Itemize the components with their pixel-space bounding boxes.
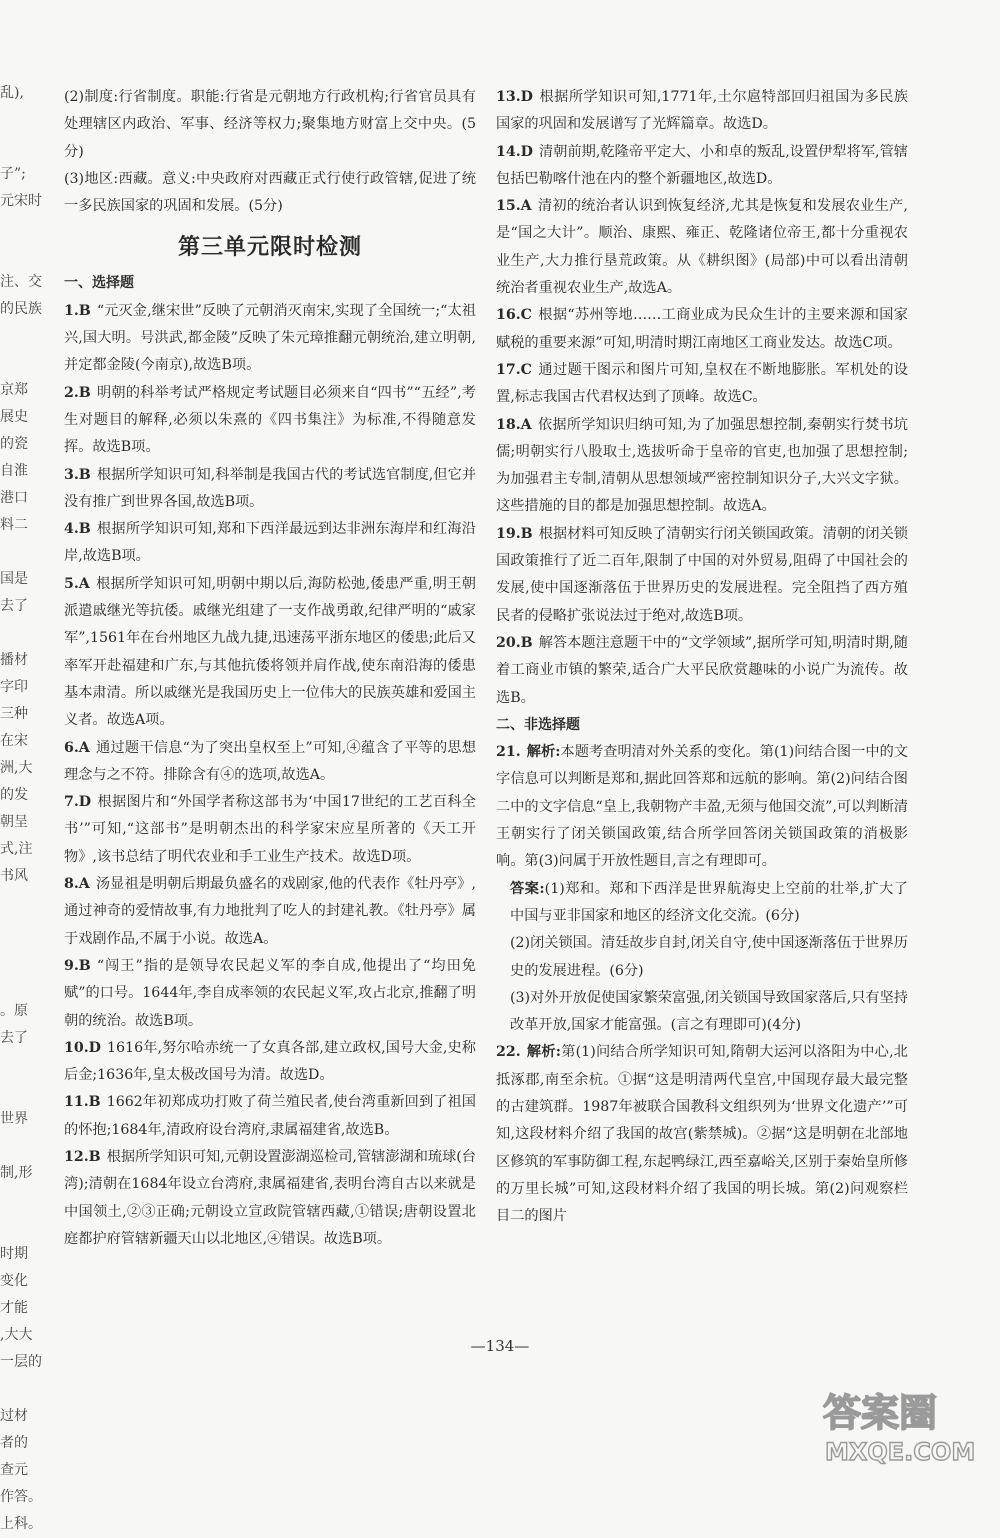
answer-explanation: 依据所学知识归纳可知,为了加强思想控制,秦朝实行焚书坑儒;明朝实行八股取士,选拔听命于皇帝的官吏,也加强了思想控制;为加强君主专制,清朝从思想领域严密控制知识分子,大兴文字狱。这些措施的目的都是加强思想控制。故选A。: [496, 416, 908, 515]
answer-explanation: 1616年,努尔哈赤统一了女真各部,建立政权,国号大金,史称后金;1636年,皇太极改国号为清。故选D。: [64, 1039, 476, 1084]
answer-label: 答案:: [510, 880, 545, 897]
answer-key: 5.A: [64, 575, 90, 592]
margin-fragment: 京郑: [0, 382, 28, 398]
margin-fragment: 查元: [0, 1462, 28, 1478]
margin-fragment: ,大大: [0, 1327, 33, 1343]
left-column: [64, 84, 476, 1253]
margin-fragment: 世界: [0, 1111, 28, 1127]
margin-fragment: 者的: [0, 1435, 28, 1451]
question-21-answer: [496, 876, 908, 931]
margin-fragment: 。原: [0, 1003, 28, 1019]
margin-fragment: [0, 917, 54, 944]
answer-key: 13.D: [496, 89, 533, 105]
answer-explanation: 根据所学知识可知,明朝中期以后,海防松弛,倭患严重,明王朝派遣戚继光等抗倭。戚继光组建了一支作战勇敢,纪律严明的“戚家军”,1561年在台州地区九战九捷,迅速荡平浙东地区的倭患;此后又率军开赴福建和广东,与其他抗倭将领并肩作战,使东南沿海的倭患基本肃清。所以戚继光是我国历史上一位伟大的民族英雄和爱国主义者。故选A项。: [64, 575, 476, 729]
margin-fragment: 子”;: [0, 166, 26, 182]
margin-fragment: [0, 1214, 54, 1241]
margin-fragment: [0, 944, 54, 971]
answer-item: [64, 1144, 476, 1253]
question-number: 21.: [496, 744, 521, 761]
unit-title: 第三单元限时检测: [177, 235, 362, 261]
question-number: 22.: [496, 1044, 521, 1061]
analysis-label: 解析:: [526, 1044, 561, 1061]
answer-key: 8.A: [64, 876, 90, 893]
margin-fragment: 自淮: [0, 463, 28, 479]
margin-fragment: 洲,大: [0, 760, 33, 776]
margin-fragment: 的民族: [0, 301, 42, 317]
margin-fragment: 书风: [0, 868, 28, 884]
answer-item: [64, 571, 476, 735]
question-21-answer-2: (2)闭关锁国。清廷故步自封,闭关自守,使中国逐渐落伍于世界历史的发展进程。(6分): [510, 935, 908, 979]
answer-explanation: 根据“苏州等地……工商业成为民众生计的主要来源和国家赋税的重要来源”可知,明清时期江南地区工商业发达。故选C项。: [496, 307, 908, 351]
answer-key: 17.C: [496, 361, 532, 378]
margin-fragment: [0, 620, 54, 647]
margin-fragment: 国是: [0, 571, 28, 587]
svg-text:答案圈: 答案圈: [823, 1391, 938, 1435]
answer-explanation: 通过题干图示和图片可知,皇权在不断地膨胀。军机处的设置,标志我国古代君权达到了顶峰。故选C。: [496, 361, 908, 406]
margin-fragment: 式,注: [0, 841, 33, 857]
answer-item: [64, 735, 476, 790]
answer-key: 12.B: [64, 1148, 101, 1165]
margin-fragment: 料二: [0, 517, 28, 533]
answer-explanation: 汤显祖是明朝后期最负盛名的戏剧家,他的代表作《牡丹亭》,通过神奇的爱情故事,有力地批判了吃人的封建礼教。《牡丹亭》属于戏剧作品,不属于小说。故选A。: [64, 876, 476, 947]
watermark-logo: [815, 1378, 995, 1468]
answer-explanation: 清朝前期,乾隆帝平定大、小和卓的叛乱,设置伊犁将军,管辖包括巴勒喀什池在内的整个新疆地区,故选D。: [496, 143, 908, 187]
margin-fragment: [0, 890, 54, 917]
answer-explanation: 解答本题注意题干中的“文学领域”,据所学可知,明清时期,随着工商业市镇的繁荣,适合广大平民欣赏趣味的小说广为流传。故选B。: [496, 634, 908, 706]
answer-explanation: 根据所学知识可知,1771年,土尔扈特部回归祖国为多民族国家的巩固和发展谱写了光辉篇章。故选D。: [496, 89, 908, 133]
previous-page-margin-fragments: [0, 80, 54, 1532]
answer-key: 14.D: [496, 143, 533, 160]
margin-fragment: 三种: [0, 706, 28, 722]
answer-key: 15.A: [496, 198, 532, 215]
analysis-label: 解析:: [526, 744, 561, 761]
choice-answer-list: [64, 298, 476, 1253]
margin-fragment: 展史: [0, 409, 28, 425]
answer-explanation: 1662年初郑成功打败了荷兰殖民者,使台湾重新回到了祖国的怀抱;1684年,清政府设台湾府,隶属福建省,故选B。: [64, 1094, 476, 1138]
answer-key: 3.B: [64, 466, 91, 483]
answer-explanation: 根据所学知识可知,元朝设置澎湖巡检司,管辖澎湖和琉球(台湾);清朝在1684年设立台湾府,隶属福建省,表明台湾自古以来就是中国领土,②③正确;元朝设立宣政院管辖西藏,①错误;唐朝设置北庭都护府管辖新疆天山以北地区,④错误。故选B项。: [64, 1148, 476, 1247]
answer-item: [64, 1089, 476, 1144]
analysis-text: 第(1)问结合所学知识可知,隋朝大运河以洛阳为中心,北抵涿郡,南至余杭。①据“这是明清两代皇宫,中国现存最大最完整的古建筑群。1987年被联合国教科文组织列为‘世界文化遗产’”可知,这段材料介绍了我国的故宫(紫禁城)。②据“这是明朝在北部地区修筑的军事防御工程,东起鸭绿江,西至嘉峪关,区别于秦始皇所修的万里长城”可知,这段材料介绍了我国的明长城。第(2)问观察栏目二的图片: [496, 1044, 908, 1225]
margin-fragment: 的发: [0, 787, 28, 803]
answer-explanation: 明朝的科举考试严格规定考试题目必须来自“四书”“五经”,考生对题目的解释,必须以朱熹的《四书集注》为标准,不得随意发挥。故选B项。: [64, 384, 476, 456]
margin-fragment: [0, 1133, 54, 1160]
margin-fragment: 注、交: [0, 274, 42, 290]
answer-item: [496, 302, 908, 357]
margin-fragment: 元宋时: [0, 193, 42, 209]
margin-fragment: 在宋: [0, 733, 28, 749]
answer-item: [496, 84, 908, 139]
svg-text:MXQE.COM: MXQE.COM: [825, 1438, 976, 1466]
right-column: [496, 84, 908, 1230]
answer-explanation: “闯王”指的是领导农民起义军的李自成,他提出了“均田免赋”的口号。1644年,李自成率领的农民起义军,攻占北京,推翻了明朝的统治。故选B项。: [64, 957, 476, 1029]
answer-key: 9.B: [64, 957, 91, 974]
margin-fragment: 朝呈: [0, 814, 28, 830]
answer-explanation: 根据所学知识可知,郑和下西洋最远到达非洲东海岸和红海沿岸,故选B项。: [64, 521, 476, 565]
margin-fragment: [0, 1187, 54, 1214]
margin-fragment: [0, 134, 54, 161]
margin-fragment: 一层的: [0, 1354, 42, 1370]
margin-fragment: 港口: [0, 490, 28, 506]
margin-fragment: [0, 242, 54, 269]
question-22-analysis: [496, 1039, 908, 1230]
margin-fragment: [0, 1376, 54, 1403]
answer-explanation: “元灭金,继宋世”反映了元朝消灭南宋,实现了全国统一;“太祖兴,国大明。号洪武,都金陵”反映了朱元璋推翻元朝统治,建立明朝,并定都金陵(今南京),故选B项。: [64, 302, 476, 374]
margin-fragment: 才能: [0, 1300, 28, 1316]
answer-key: 10.D: [64, 1039, 101, 1056]
answer-part-2: (2)制度:行省制度。职能:行省是元朝地方行政机构;行省官员具有处理辖区内政治、军事、经济等权力;聚集地方财富上交中央。(5分): [64, 89, 476, 160]
question-21-answer-3: (3)对外开放促使国家繁荣富强,闭关锁国导致国家落后,只有坚持改革开放,国家才能富强。(言之有理即可)(4分): [510, 989, 908, 1034]
answer-item: [64, 380, 476, 462]
margin-fragment: 字印: [0, 679, 28, 695]
margin-fragment: 去了: [0, 598, 28, 614]
answer-item: [496, 630, 908, 712]
section-heading-nonchoice: 二、非选择题: [496, 716, 580, 733]
margin-fragment: 作答。: [0, 1489, 42, 1505]
margin-fragment: 过材: [0, 1408, 28, 1424]
margin-fragment: [0, 1052, 54, 1079]
analysis-text: 本题考查明清对外关系的变化。第(1)问结合图一中的文字信息可以判断是郑和,据此回答郑和远航的影响。第(2)问结合图二中的文字信息“皇上,我朝物产丰盈,无须与他国交流”,可以判断清王朝实行了闭关锁国政策,结合所学回答闭关锁国政策的消极影响。第(3)问属于开放性题目,言之有理即可。: [496, 744, 908, 870]
margin-fragment: 的瓷: [0, 436, 28, 452]
answer-item: [64, 953, 476, 1035]
answer-part-3: (3)地区:西藏。意义:中央政府对西藏正式行使行政管辖,促进了统一多民族国家的巩固和发展。(5分): [64, 170, 476, 215]
answer-key: 11.B: [64, 1094, 101, 1111]
answer-item: [496, 139, 908, 194]
margin-fragment: [0, 971, 54, 998]
answer-key: 18.A: [496, 416, 532, 433]
answer-item: [496, 521, 908, 630]
answer-key: 19.B: [496, 525, 533, 542]
answer-item: [64, 871, 476, 953]
margin-fragment: 乱),: [0, 85, 24, 101]
answer-explanation: 根据图片和“外国学者称这部书为‘中国17世纪的工艺百科全书’”可知,“这部书”是明朝杰出的科学家宋应星所著的《天工开物》,该书总结了明代农业和手工业生产技术。故选D项。: [64, 794, 476, 865]
margin-fragment: 去了: [0, 1030, 28, 1046]
answer-key: 16.C: [496, 307, 532, 324]
margin-fragment: [0, 323, 54, 350]
margin-fragment: [0, 215, 54, 242]
margin-fragment: 时期: [0, 1246, 28, 1262]
answer-key: 20.B: [496, 634, 533, 651]
answer-explanation: 通过题干信息“为了突出皇权至上”可知,④蕴含了平等的思想理念与之不符。排除含有④的选项,故选A。: [64, 739, 476, 783]
answer-key: 4.B: [64, 521, 91, 538]
choice-answer-list-continued: [496, 84, 908, 712]
answer-item: [64, 298, 476, 380]
margin-fragment: [0, 350, 54, 377]
margin-fragment: 制,形: [0, 1165, 33, 1181]
margin-fragment: [0, 107, 54, 134]
answer-key: 7.D: [64, 794, 92, 811]
page-number: —134—: [470, 1337, 530, 1355]
answer-key: 1.B: [64, 302, 91, 319]
answer-explanation: 根据材料可知反映了清朝实行闭关锁国政策。清朝的闭关锁国政策推行了近二百年,限制了中国的对外贸易,阻碍了中国社会的发展,使中国逐渐落伍于世界历史的发展进程。完全阻挡了西方殖民者的侵略扩张说法过于绝对,故选B项。: [496, 525, 908, 624]
answer-item: [496, 412, 908, 521]
answer-text-1: (1)郑和。郑和下西洋是世界航海史上空前的壮举,扩大了中国与亚非国家和地区的经济文化交流。(6分): [510, 880, 908, 924]
margin-fragment: [0, 1079, 54, 1106]
margin-fragment: 上科。: [0, 1516, 42, 1532]
answer-item: [64, 789, 476, 871]
question-21-analysis: [496, 739, 908, 875]
section-heading-choice: 一、选择题: [64, 275, 134, 292]
margin-fragment: [0, 539, 54, 566]
answer-item: [496, 357, 908, 412]
answer-key: 6.A: [64, 739, 90, 756]
answer-item: [64, 516, 476, 571]
answer-item: [496, 193, 908, 302]
margin-fragment: 播材: [0, 652, 28, 668]
answer-key: 2.B: [64, 384, 91, 401]
answer-explanation: 清初的统治者认识到恢复经济,尤其是恢复和发展农业生产,是“国之大计”。顺治、康熙、雍正、乾隆诸位帝王,都十分重视农业生产,大力推行垦荒政策。从《耕织图》(局部)中可以看出清朝统治者重视农业生产,故选A。: [496, 198, 908, 297]
answer-item: [64, 462, 476, 517]
margin-fragment: 变化: [0, 1273, 28, 1289]
answer-explanation: 根据所学知识可知,科举制是我国古代的考试选官制度,但它并没有推广到世界各国,故选B项。: [64, 466, 476, 510]
answer-item: [64, 1035, 476, 1090]
